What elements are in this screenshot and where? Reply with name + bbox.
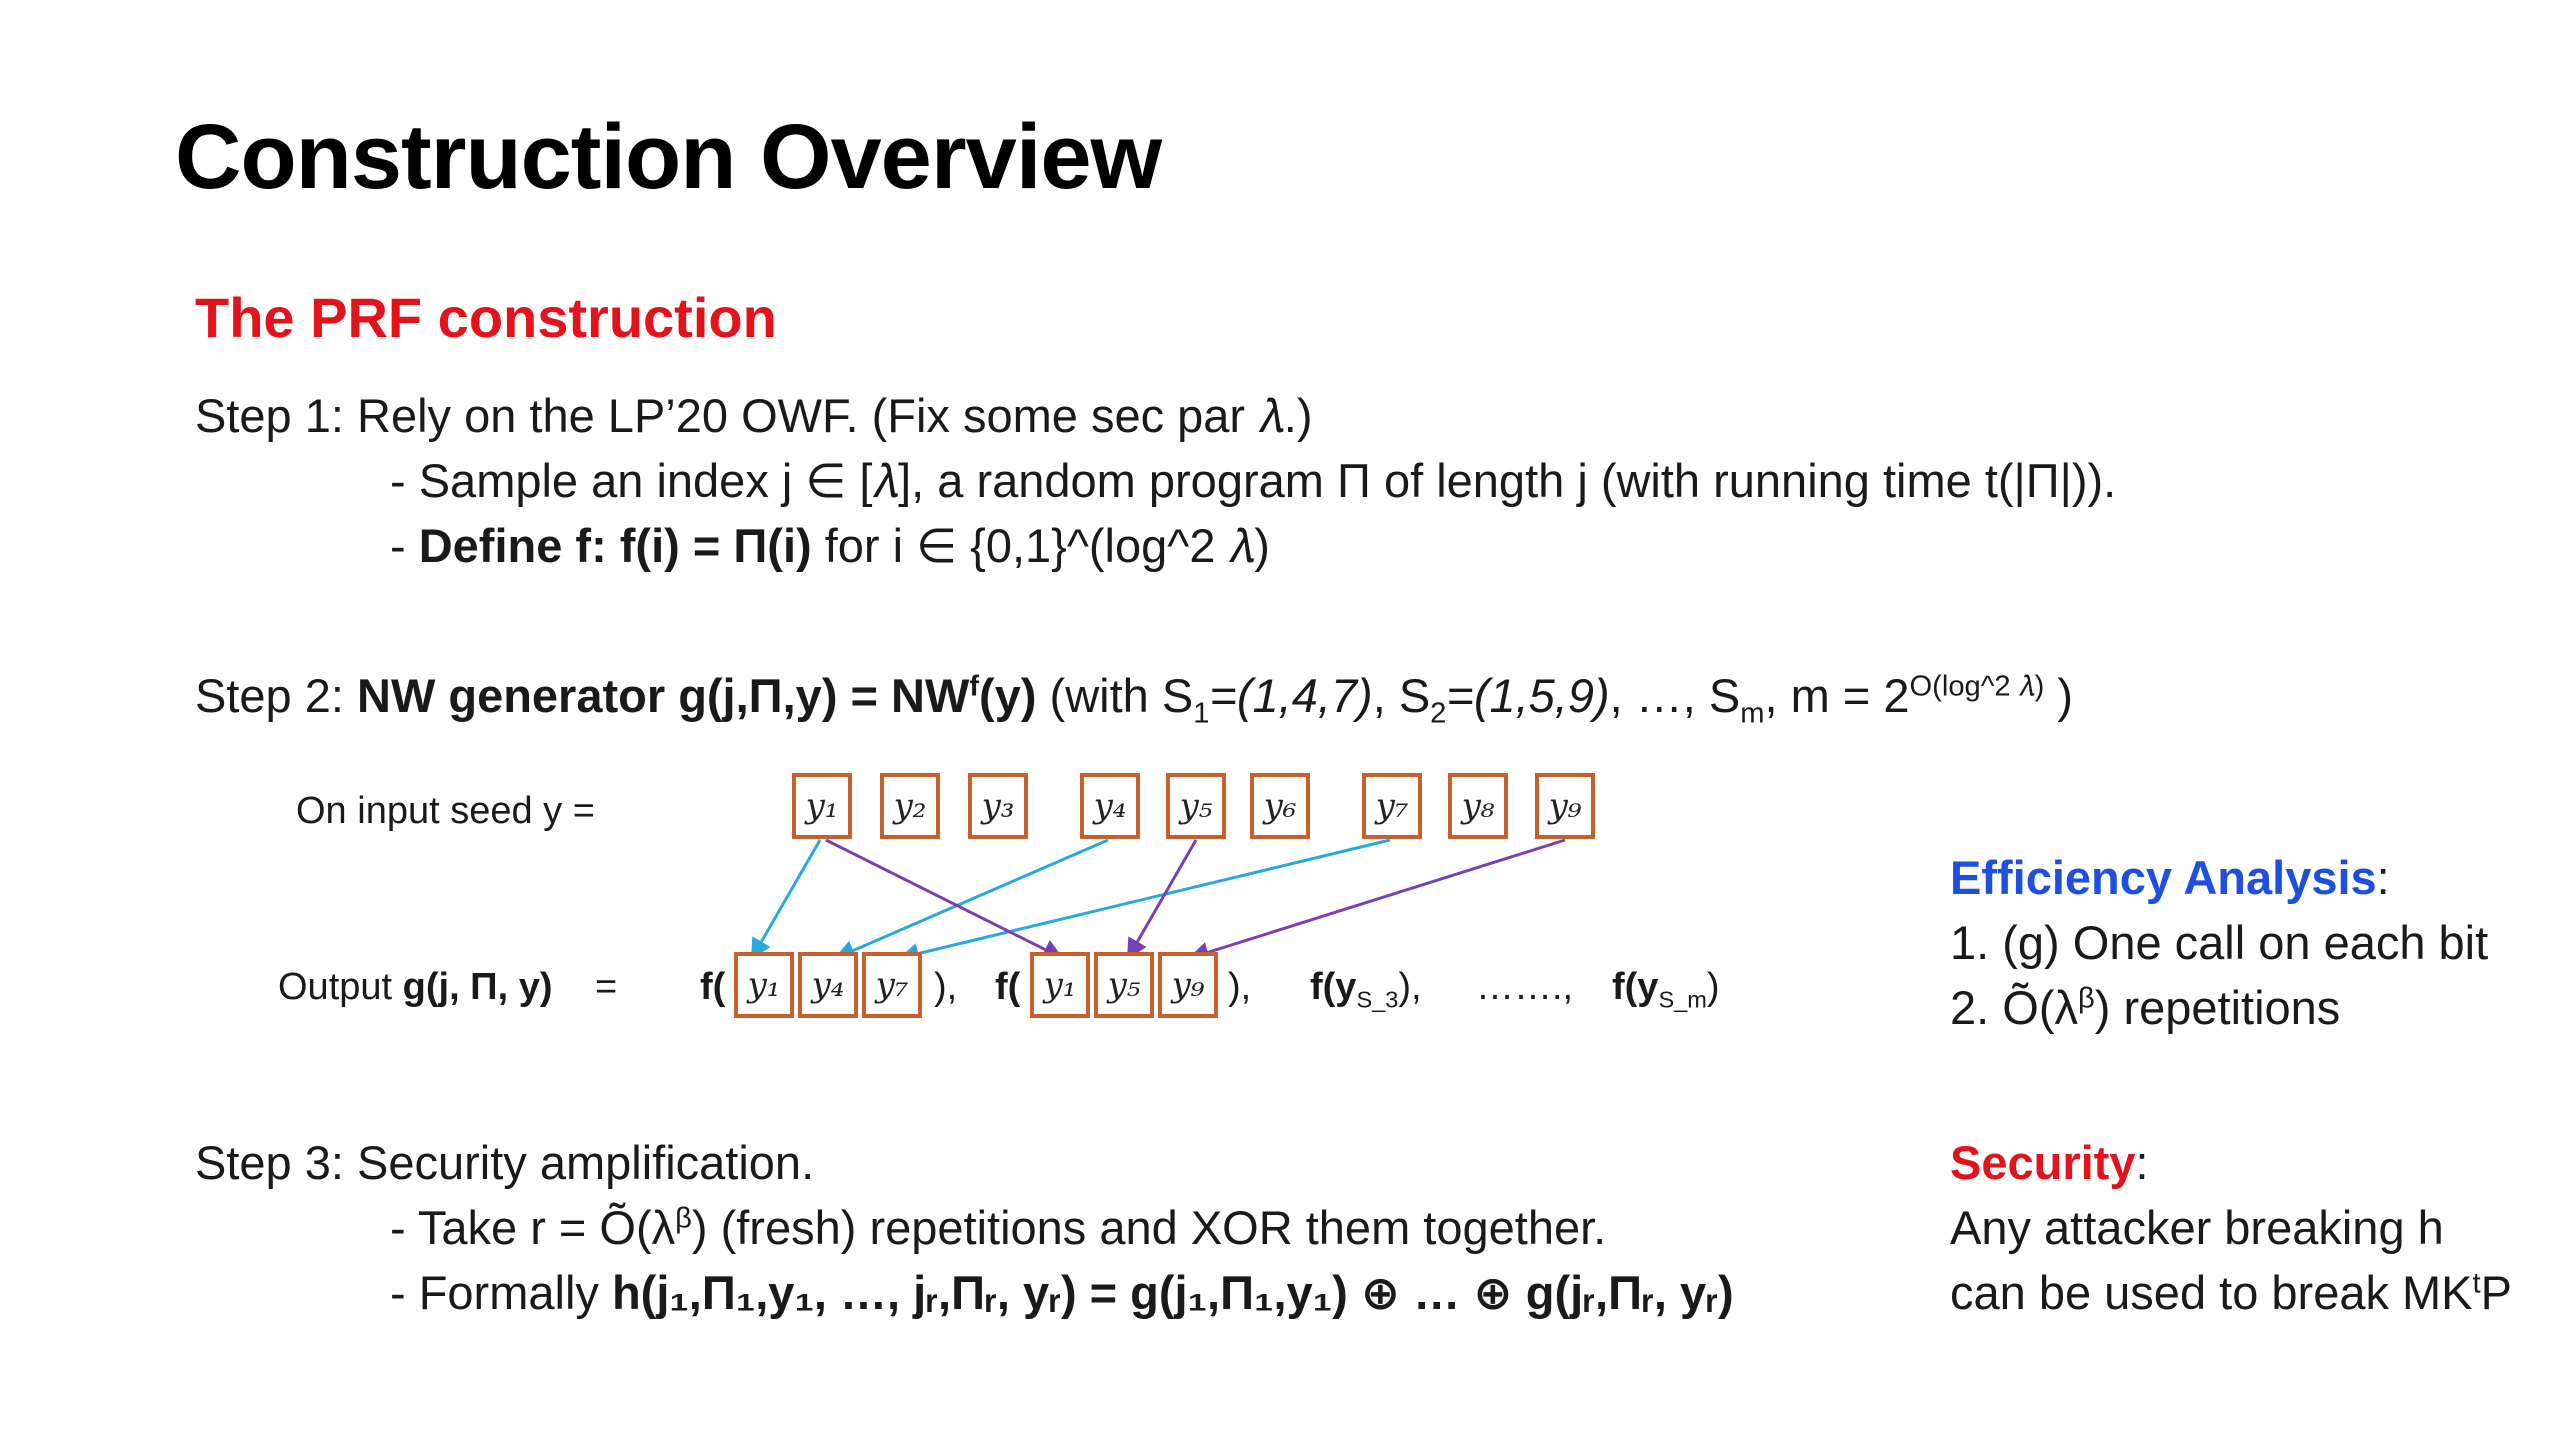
step2-with: (with S — [1036, 669, 1194, 722]
security-heading — [1950, 1135, 2149, 1190]
step3-line2-sup: β — [675, 1202, 692, 1235]
arrow-y1-to-group1 — [752, 840, 820, 958]
group1-box-y1: y₁ — [734, 952, 794, 1018]
page-title: Construction Overview — [175, 106, 1162, 208]
f3-sub: S_3 — [1356, 986, 1399, 1013]
f3-close: ), — [1398, 966, 1422, 1008]
step2-sm-pre: , …, S — [1609, 669, 1741, 722]
efficiency-item2-post: ) repetitions — [2094, 981, 2341, 1034]
seed-box-y2: y₂ — [880, 773, 940, 839]
step2-sm-sub: m — [1740, 697, 1765, 730]
step3-line3 — [390, 1265, 1734, 1321]
step2-s2-val: =(1,5,9) — [1446, 669, 1610, 722]
efficiency-item1: 1. (g) One call on each bit — [1950, 916, 2489, 969]
group1-box-y7: y₇ — [862, 952, 922, 1018]
security-line2-post: P — [2480, 1266, 2512, 1319]
seed-box-y5: y₅ — [1166, 773, 1226, 839]
security-colon: : — [2135, 1136, 2149, 1189]
output-label-g: g(j, Π, y) — [402, 966, 553, 1008]
group2-box-y1: y₁ — [1030, 952, 1090, 1018]
f-dots: ……., — [1476, 966, 1574, 1008]
step3-line3-pre: - Formally — [390, 1266, 612, 1319]
step3-line2-pre: - Take r = Õ(λ — [390, 1201, 676, 1254]
fm-term — [1612, 966, 1720, 1014]
step2-end: ) — [2044, 669, 2074, 722]
f2-open: f( — [995, 966, 1021, 1008]
security-line1: Any attacker breaking h — [1950, 1201, 2444, 1254]
efficiency-item2-pre: 2. Õ(λ — [1950, 981, 2078, 1034]
step3-line2 — [390, 1200, 1606, 1255]
arrow-y5-to-group2 — [1128, 840, 1196, 958]
step2-s2-pre: , S — [1372, 669, 1431, 722]
f2-close: ), — [1228, 966, 1252, 1008]
arrow-y1-to-group2 — [826, 840, 1062, 958]
step1-line3-dash: - — [390, 519, 419, 572]
step2-s2-sub: 2 — [1430, 697, 1447, 730]
seed-box-y9: y₉ — [1535, 773, 1595, 839]
seed-box-y7: y₇ — [1362, 773, 1422, 839]
step3-line2-post: ) (fresh) repetitions and XOR them together. — [691, 1201, 1607, 1254]
f3-term — [1310, 966, 1422, 1014]
f3-open: f(y — [1310, 966, 1357, 1008]
f1-close: ), — [934, 966, 958, 1008]
security-line2-pre: can be used to break MK — [1950, 1266, 2473, 1319]
fm-sub: S_m — [1658, 986, 1707, 1013]
efficiency-item2-sup: β — [2077, 982, 2095, 1015]
seed-box-y3: y₃ — [968, 773, 1028, 839]
group2-box-y9: y₉ — [1158, 952, 1218, 1018]
step1-define-f: Define f: f(i) = Π(i) — [418, 519, 812, 572]
step2-s1-sub: 1 — [1193, 697, 1210, 730]
output-label — [278, 966, 553, 1009]
efficiency-title: Efficiency Analysis — [1950, 851, 2377, 904]
efficiency-colon: : — [2376, 851, 2390, 904]
input-seed-label: On input seed y = — [296, 790, 595, 832]
efficiency-item2 — [1950, 980, 2340, 1035]
step3-line1: Step 3: Security amplification. — [195, 1136, 815, 1189]
step1-domain: for i ∈ {0,1}^(log^2 𝜆) — [811, 519, 1270, 572]
security-line2 — [1950, 1265, 2512, 1320]
step3-formula: h(j₁,Π₁,y₁, …, jᵣ,Πᵣ, yᵣ) = g(j₁,Π₁,y₁) ⊕ … ⊕ g(jᵣ,Πᵣ, yᵣ) — [611, 1266, 1734, 1319]
group1-box-y4: y₄ — [798, 952, 858, 1018]
step2-m-sup: O(log^2 𝜆) — [1909, 670, 2045, 703]
output-equals: = — [595, 966, 618, 1008]
output-label-pre: Output — [278, 966, 403, 1008]
step2-generator-text: NW generator g(j,Π,y) = NW — [357, 669, 970, 722]
security-line2-sup: t — [2472, 1267, 2481, 1300]
arrow-y9-to-group2 — [1190, 840, 1565, 958]
group2-box-y5: y₅ — [1094, 952, 1154, 1018]
step2-m-pre: , m = 2 — [1764, 669, 1910, 722]
seed-box-y8: y₈ — [1448, 773, 1508, 839]
step1-line2: - Sample an index j ∈ [𝜆], a random program Π of length j (with running time t(|Π|)). — [390, 454, 2117, 507]
seed-box-y4: y₄ — [1080, 773, 1140, 839]
seed-box-y1: y₁ — [792, 773, 852, 839]
step1-line1: Step 1: Rely on the LP’20 OWF. (Fix some sec par 𝜆.) — [195, 389, 1313, 442]
step2-generator-sup: f — [969, 670, 980, 703]
security-title: Security — [1950, 1136, 2136, 1189]
seed-box-y6: y₆ — [1250, 773, 1310, 839]
section-subtitle: The PRF construction — [195, 286, 777, 349]
f1-open: f( — [700, 966, 726, 1008]
fm-close: ) — [1706, 966, 1720, 1008]
fm-open: f(y — [1612, 966, 1659, 1008]
step2-s1-val: =(1,4,7) — [1209, 669, 1373, 722]
step2-prefix: Step 2: — [195, 669, 357, 722]
step2-generator-end: (y) — [979, 669, 1037, 722]
efficiency-heading — [1950, 850, 2390, 905]
